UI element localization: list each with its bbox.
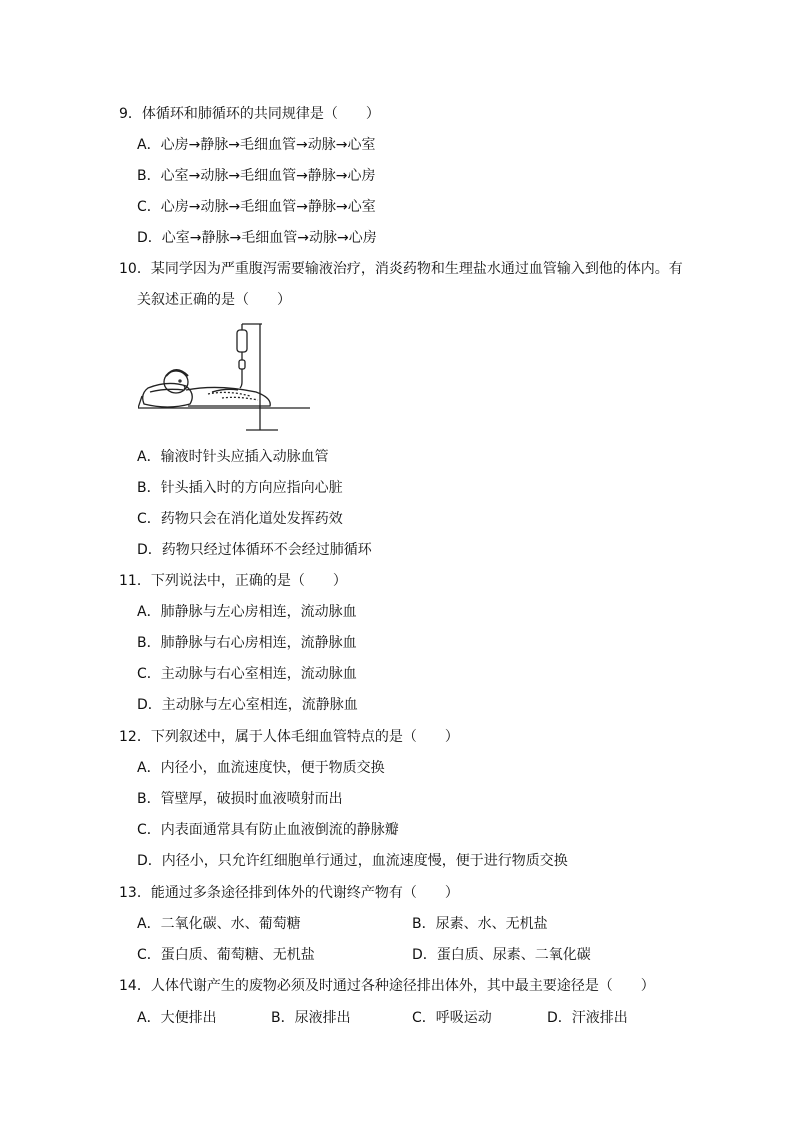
question-12-option-c: C．内表面通常具有防止血液倒流的静脉瓣 [137, 822, 399, 838]
question-10-stem-line1: 10．某同学因为严重腹泻需要输液治疗，消炎药物和生理盐水通过血管输入到他的体内。有 [119, 261, 683, 277]
question-9-option-c: C．心房→动脉→毛细血管→静脉→心室 [137, 199, 376, 215]
question-14-stem: 14．人体代谢产生的废物必须及时通过各种途径排出体外，其中最主要途径是（ ） [119, 978, 655, 994]
question-13-option-d: D．蛋白质、尿素、二氧化碳 [412, 947, 591, 963]
question-11-option-c: C．主动脉与右心室相连，流动脉血 [137, 666, 357, 682]
question-13-stem: 13．能通过多条途径排到体外的代谢终产物有（ ） [119, 885, 459, 901]
question-12-option-b: B．管壁厚，破损时血液喷射而出 [137, 791, 343, 807]
question-14-option-b: B．尿液排出 [271, 1010, 351, 1026]
question-11-stem: 11．下列说法中，正确的是（ ） [119, 573, 347, 589]
question-13-option-c: C．蛋白质、葡萄糖、无机盐 [137, 947, 315, 963]
question-9-option-b: B．心室→动脉→毛细血管→静脉→心房 [137, 168, 376, 184]
question-9-option-a: A．心房→静脉→毛细血管→动脉→心室 [137, 137, 376, 153]
question-14-option-c: C．呼吸运动 [412, 1010, 492, 1026]
question-14-option-a: A．大便排出 [137, 1010, 217, 1026]
question-12-option-d: D．内径小，只允许红细胞单行通过，血流速度慢，便于进行物质交换 [137, 853, 568, 869]
question-11-option-a: A．肺静脉与左心房相连，流动脉血 [137, 604, 357, 620]
question-14-option-d: D．汗液排出 [547, 1010, 628, 1026]
question-10-stem-line2: 关叙述正确的是（ ） [137, 292, 291, 308]
iv-drip-illustration [138, 318, 310, 438]
question-11-option-d: D．主动脉与左心室相连，流静脉血 [137, 697, 358, 713]
question-13-option-a: A．二氧化碳、水、葡萄糖 [137, 916, 301, 932]
question-12-stem: 12．下列叙述中，属于人体毛细血管特点的是（ ） [119, 729, 459, 745]
question-10-option-d: D．药物只经过体循环不会经过肺循环 [137, 542, 372, 558]
question-12-option-a: A．内径小，血流速度快，便于物质交换 [137, 760, 385, 776]
question-13-option-b: B．尿素、水、无机盐 [412, 916, 548, 932]
question-10-option-a: A．输液时针头应插入动脉血管 [137, 449, 329, 465]
question-10-option-b: B．针头插入时的方向应指向心脏 [137, 480, 343, 496]
question-9-option-d: D．心室→静脉→毛细血管→动脉→心房 [137, 230, 377, 246]
question-11-option-b: B．肺静脉与右心房相连，流静脉血 [137, 635, 357, 651]
question-9-stem: 9．体循环和肺循环的共同规律是（ ） [119, 106, 380, 122]
question-10-option-c: C．药物只会在消化道处发挥药效 [137, 511, 343, 527]
